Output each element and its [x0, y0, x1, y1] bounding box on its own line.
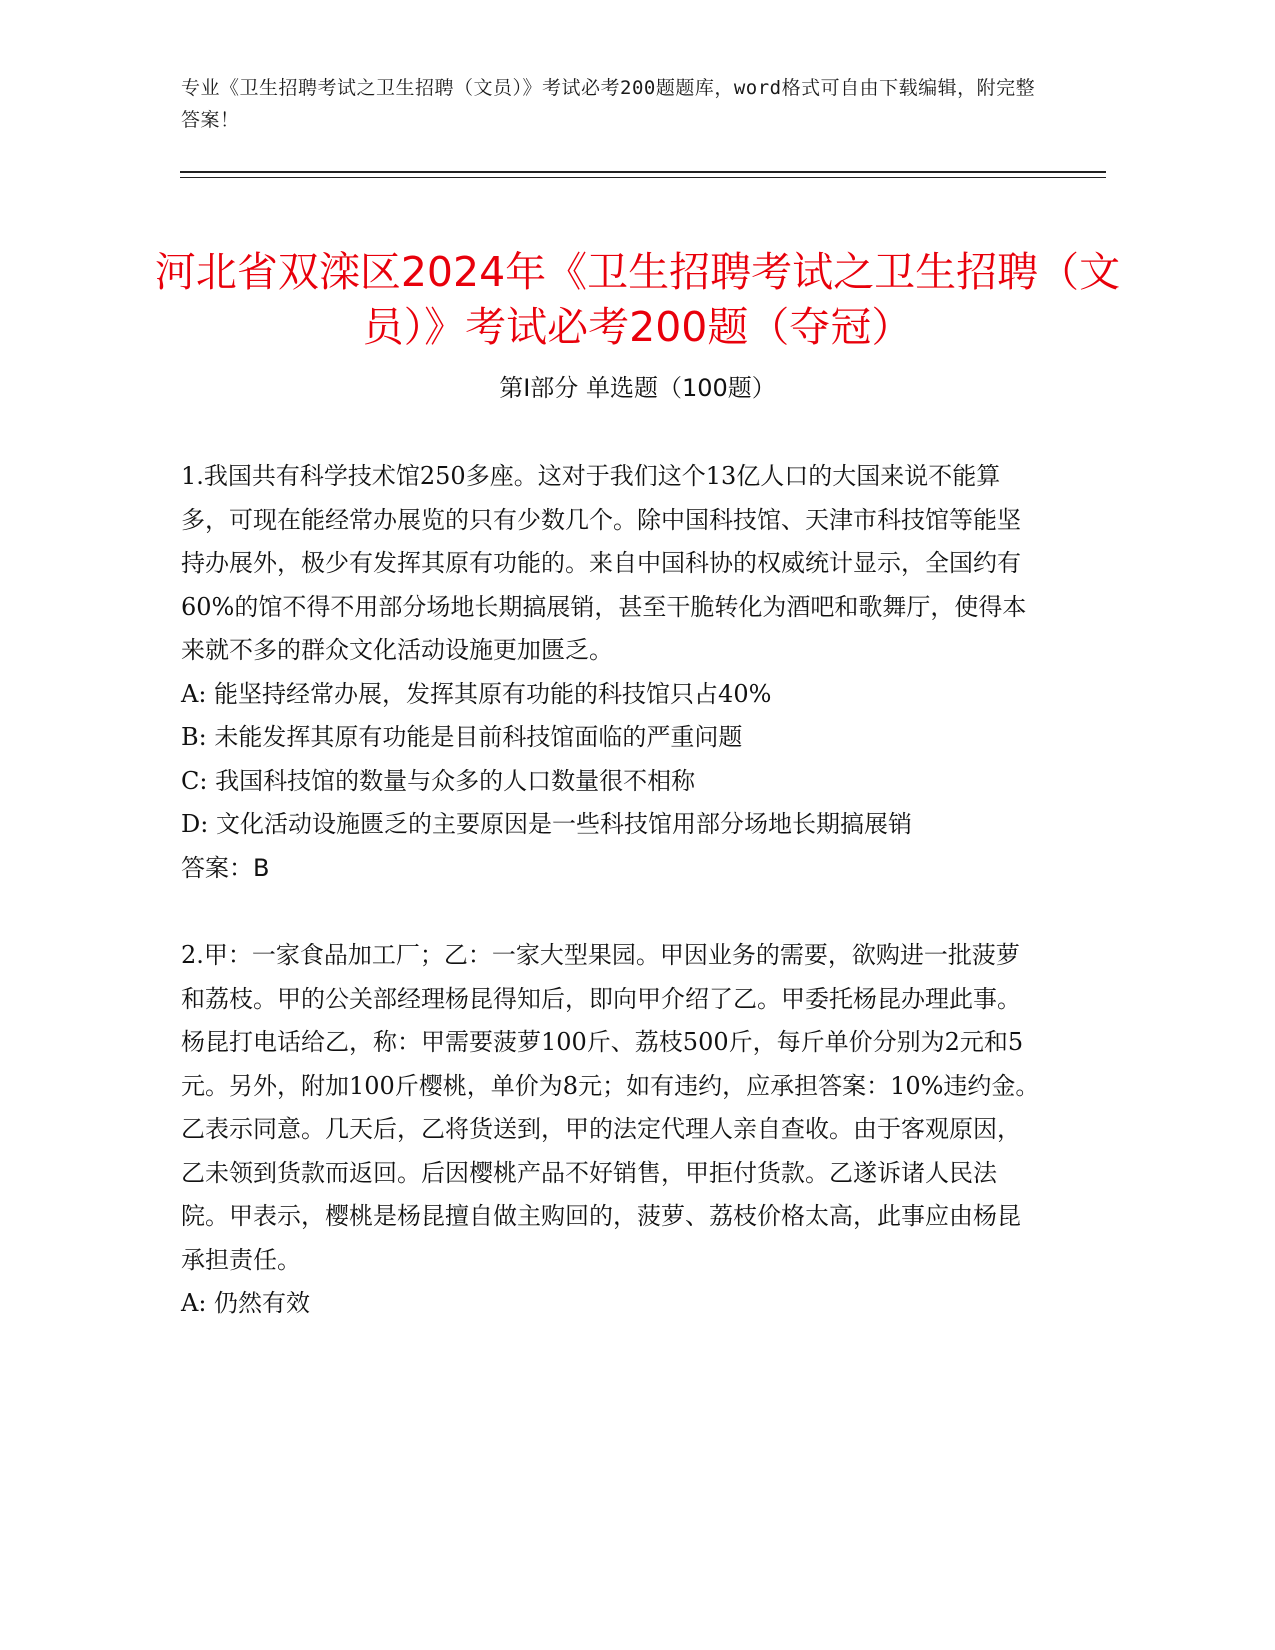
question-2 — [181, 934, 1041, 1326]
question-list — [181, 455, 1041, 1326]
question-1 — [181, 455, 1041, 890]
option-a: A: 仍然有效 — [181, 1289, 311, 1317]
question-text: 2.甲：一家食品加工厂；乙：一家大型果园。甲因业务的需要，欲购进一批菠萝和荔枝。甲的公关部经理杨昆得知后，即向甲介绍了乙。甲委托杨昆办理此事。杨昆打电话给乙，称：甲需要菠萝100斤、荔枝500斤，每斤单价分别为2元和5元。另外，附加100斤樱桃，单价为8元；如有违约，应承担答案：10%违约金。乙表示同意。几天后，乙将货送到，甲的法定代理人亲自查收。由于客观原因，乙未领到货款而返回。后因樱桃产品不好销售，甲拒付货款。乙遂诉诸人民法院。甲表示，樱桃是杨昆擅自做主购回的，菠萝、荔枝价格太高，此事应由杨昆承担责任。 — [181, 941, 1040, 1274]
option-d: D: 文化活动设施匮乏的主要原因是一些科技馆用部分场地长期搞展销 — [181, 810, 912, 838]
header-divider-thin — [180, 177, 1106, 178]
header-divider-thick — [180, 171, 1106, 173]
option-c: C: 我国科技馆的数量与众多的人口数量很不相称 — [181, 766, 696, 795]
question-text: 1.我国共有科学技术馆250多座。这对于我们这个13亿人口的大国来说不能算多，可现在能经常办展览的只有少数几个。除中国科技馆、天津市科技馆等能坚持办展外，极少有发挥其原有功能的。来自中国科协的权威统计显示，全国约有60%的馆不得不用部分场地长期搞展销，甚至干脆转化为酒吧和歌舞厅，使得本来就不多的群众文化活动设施更加匮乏。 — [181, 462, 1027, 664]
header-note: 专业《卫生招聘考试之卫生招聘（文员）》考试必考200题题库，word格式可自由下载编辑，附完整答案！ — [181, 77, 1036, 131]
document-title: 河北省双滦区2024年《卫生招聘考试之卫生招聘（文员）》考试必考200题（夺冠） — [154, 248, 1121, 352]
section-heading: 第I部分 单选题（100题） — [499, 374, 776, 402]
answer-label: 答案：B — [181, 853, 270, 882]
option-b: B: 未能发挥其原有功能是目前科技馆面临的严重问题 — [181, 723, 743, 751]
option-a: A: 能坚持经常办展，发挥其原有功能的科技馆只占40% — [181, 679, 772, 708]
